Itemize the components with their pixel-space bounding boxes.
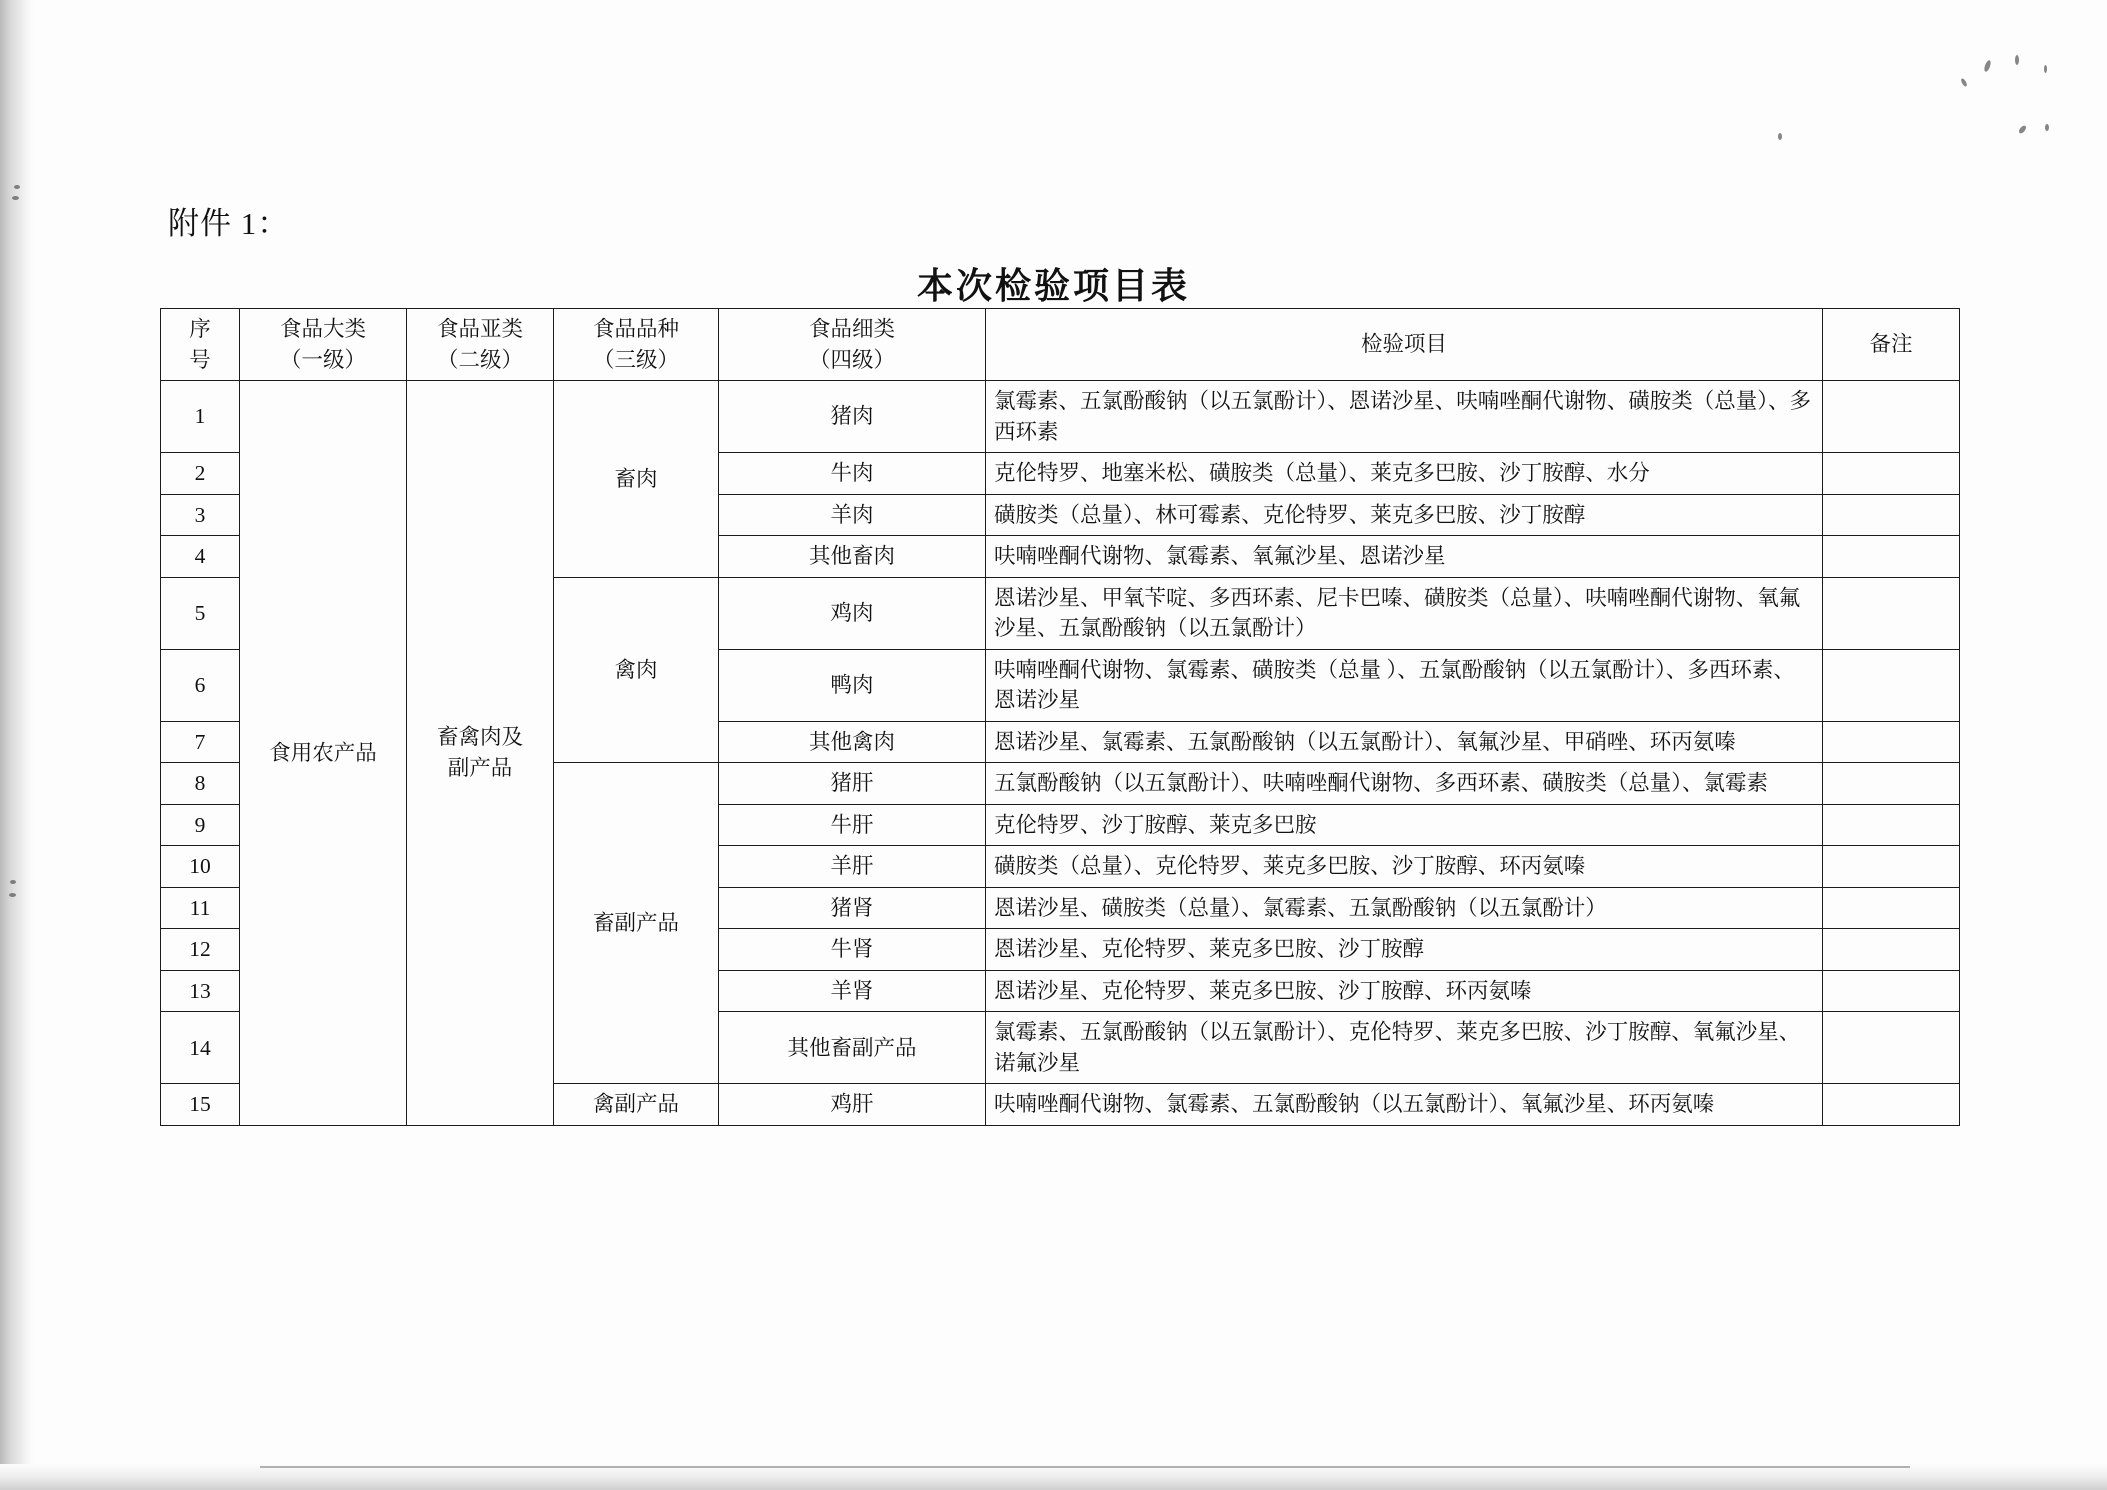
cell-note bbox=[1823, 577, 1960, 649]
column-header-level1-line2: （一级） bbox=[279, 347, 366, 372]
cell-note bbox=[1823, 846, 1960, 888]
cell-index: 1 bbox=[161, 381, 240, 453]
cell-index: 7 bbox=[161, 721, 240, 763]
inspection-items-table bbox=[160, 308, 1960, 1126]
cell-note bbox=[1823, 929, 1960, 971]
cell-note bbox=[1823, 1012, 1960, 1084]
scan-speck bbox=[10, 880, 16, 884]
scan-speck bbox=[1960, 78, 1968, 88]
table-header-row bbox=[161, 309, 1960, 381]
column-header-level4-line2: （四级） bbox=[808, 347, 895, 372]
cell-level4: 猪肾 bbox=[719, 887, 986, 929]
cell-level4: 鸭肉 bbox=[719, 649, 986, 721]
cell-level2-line1: 畜禽肉及 bbox=[436, 725, 523, 750]
cell-index: 2 bbox=[161, 453, 240, 495]
cell-items: 五氯酚酸钠（以五氯酚计）、呋喃唑酮代谢物、多西环素、磺胺类（总量）、氯霉素 bbox=[986, 763, 1823, 805]
cell-note bbox=[1823, 536, 1960, 578]
cell-index: 14 bbox=[161, 1012, 240, 1084]
scan-speck bbox=[9, 893, 16, 897]
cell-level4: 羊肾 bbox=[719, 970, 986, 1012]
cell-level4: 鸡肝 bbox=[719, 1084, 986, 1126]
cell-index: 3 bbox=[161, 494, 240, 536]
cell-note bbox=[1823, 453, 1960, 495]
cell-note bbox=[1823, 381, 1960, 453]
column-header-level4-line1: 食品细类 bbox=[808, 317, 895, 341]
cell-note bbox=[1823, 970, 1960, 1012]
scan-speck bbox=[14, 185, 20, 189]
cell-note bbox=[1823, 721, 1960, 763]
cell-level4: 牛肝 bbox=[719, 804, 986, 846]
cell-items: 呋喃唑酮代谢物、氯霉素、磺胺类（总量 ）、五氯酚酸钠（以五氯酚计）、多西环素、恩诺沙星 bbox=[986, 649, 1823, 721]
cell-level4: 牛肾 bbox=[719, 929, 986, 971]
cell-note bbox=[1823, 494, 1960, 536]
cell-index: 15 bbox=[161, 1084, 240, 1126]
cell-level4: 羊肝 bbox=[719, 846, 986, 888]
cell-items: 磺胺类（总量）、克伦特罗、莱克多巴胺、沙丁胺醇、环丙氨嗪 bbox=[986, 846, 1823, 888]
column-header-level1-line1: 食品大类 bbox=[279, 317, 366, 341]
cell-items: 恩诺沙星、克伦特罗、莱克多巴胺、沙丁胺醇、环丙氨嗪 bbox=[986, 970, 1823, 1012]
column-header-index-line1: 序 bbox=[189, 317, 211, 341]
cell-level4: 鸡肉 bbox=[719, 577, 986, 649]
cell-level3-livestock-meat: 畜肉 bbox=[554, 381, 719, 578]
cell-index: 4 bbox=[161, 536, 240, 578]
column-header-level2 bbox=[407, 309, 554, 381]
cell-index: 13 bbox=[161, 970, 240, 1012]
cell-note bbox=[1823, 804, 1960, 846]
attachment-label: 附件 1： bbox=[168, 206, 290, 241]
column-header-note: 备注 bbox=[1823, 309, 1960, 381]
column-header-level3-line1: 食品品种 bbox=[592, 317, 679, 341]
cell-items: 呋喃唑酮代谢物、氯霉素、五氯酚酸钠（以五氯酚计）、氧氟沙星、环丙氨嗪 bbox=[986, 1084, 1823, 1126]
cell-level4: 其他畜肉 bbox=[719, 536, 986, 578]
cell-items: 呋喃唑酮代谢物、氯霉素、氧氟沙星、恩诺沙星 bbox=[986, 536, 1823, 578]
cell-items: 克伦特罗、沙丁胺醇、莱克多巴胺 bbox=[986, 804, 1823, 846]
column-header-level2-line2: （二级） bbox=[436, 347, 523, 372]
cell-level4: 其他畜副产品 bbox=[719, 1012, 986, 1084]
scan-speck bbox=[2015, 55, 2019, 65]
page-title: 本次检验项目表 bbox=[916, 266, 1190, 306]
scan-speck bbox=[2044, 65, 2047, 73]
column-header-index-line2: 号 bbox=[189, 347, 211, 372]
cell-items: 恩诺沙星、氯霉素、五氯酚酸钠（以五氯酚计）、氧氟沙星、甲硝唑、环丙氨嗪 bbox=[986, 721, 1823, 763]
cell-note bbox=[1823, 887, 1960, 929]
column-header-index bbox=[161, 309, 240, 381]
scan-speck bbox=[2045, 124, 2049, 131]
cell-level3-livestock-byproduct: 畜副产品 bbox=[554, 763, 719, 1084]
cell-level2-group bbox=[407, 381, 554, 1126]
column-header-level3-line2: （三级） bbox=[592, 347, 679, 372]
cell-items: 恩诺沙星、磺胺类（总量）、氯霉素、五氯酚酸钠（以五氯酚计） bbox=[986, 887, 1823, 929]
cell-note bbox=[1823, 1084, 1960, 1126]
cell-index: 5 bbox=[161, 577, 240, 649]
cell-items: 恩诺沙星、甲氧苄啶、多西环素、尼卡巴嗪、磺胺类（总量）、呋喃唑酮代谢物、氧氟沙星、五氯酚酸钠（以五氯酚计） bbox=[986, 577, 1823, 649]
column-header-level4 bbox=[719, 309, 986, 381]
scan-speck bbox=[2018, 124, 2028, 134]
cell-level4: 猪肝 bbox=[719, 763, 986, 805]
cell-items: 恩诺沙星、克伦特罗、莱克多巴胺、沙丁胺醇 bbox=[986, 929, 1823, 971]
column-header-items: 检验项目 bbox=[986, 309, 1823, 381]
cell-items: 氯霉素、五氯酚酸钠（以五氯酚计）、克伦特罗、莱克多巴胺、沙丁胺醇、氧氟沙星、诺氟沙星 bbox=[986, 1012, 1823, 1084]
cell-items: 氯霉素、五氯酚酸钠（以五氯酚计）、恩诺沙星、呋喃唑酮代谢物、磺胺类（总量）、多西环素 bbox=[986, 381, 1823, 453]
cell-index: 8 bbox=[161, 763, 240, 805]
table-row bbox=[161, 381, 1960, 453]
column-header-level3 bbox=[554, 309, 719, 381]
cell-level4: 羊肉 bbox=[719, 494, 986, 536]
cell-items: 克伦特罗、地塞米松、磺胺类（总量）、莱克多巴胺、沙丁胺醇、水分 bbox=[986, 453, 1823, 495]
cell-level4: 牛肉 bbox=[719, 453, 986, 495]
cell-level1-group: 食用农产品 bbox=[240, 381, 407, 1126]
cell-index: 9 bbox=[161, 804, 240, 846]
scan-speck bbox=[1983, 60, 1992, 73]
cell-index: 11 bbox=[161, 887, 240, 929]
inspection-items-table-wrapper bbox=[160, 308, 1960, 1126]
cell-level4: 其他禽肉 bbox=[719, 721, 986, 763]
scan-speck bbox=[1778, 133, 1782, 140]
cell-index: 10 bbox=[161, 846, 240, 888]
cell-note bbox=[1823, 649, 1960, 721]
cell-level3-poultry-meat: 禽肉 bbox=[554, 577, 719, 763]
page-left-shadow bbox=[0, 0, 34, 1490]
cell-level3-poultry-byproduct: 禽副产品 bbox=[554, 1084, 719, 1126]
cell-index: 12 bbox=[161, 929, 240, 971]
cell-items: 磺胺类（总量）、林可霉素、克伦特罗、莱克多巴胺、沙丁胺醇 bbox=[986, 494, 1823, 536]
cell-level2-line2: 副产品 bbox=[447, 755, 513, 780]
column-header-level2-line1: 食品亚类 bbox=[436, 317, 523, 341]
cell-index: 6 bbox=[161, 649, 240, 721]
page-bottom-edge-line bbox=[260, 1466, 1910, 1468]
column-header-level1 bbox=[240, 309, 407, 381]
cell-level4: 猪肉 bbox=[719, 381, 986, 453]
scan-speck bbox=[12, 196, 19, 200]
cell-note bbox=[1823, 763, 1960, 805]
